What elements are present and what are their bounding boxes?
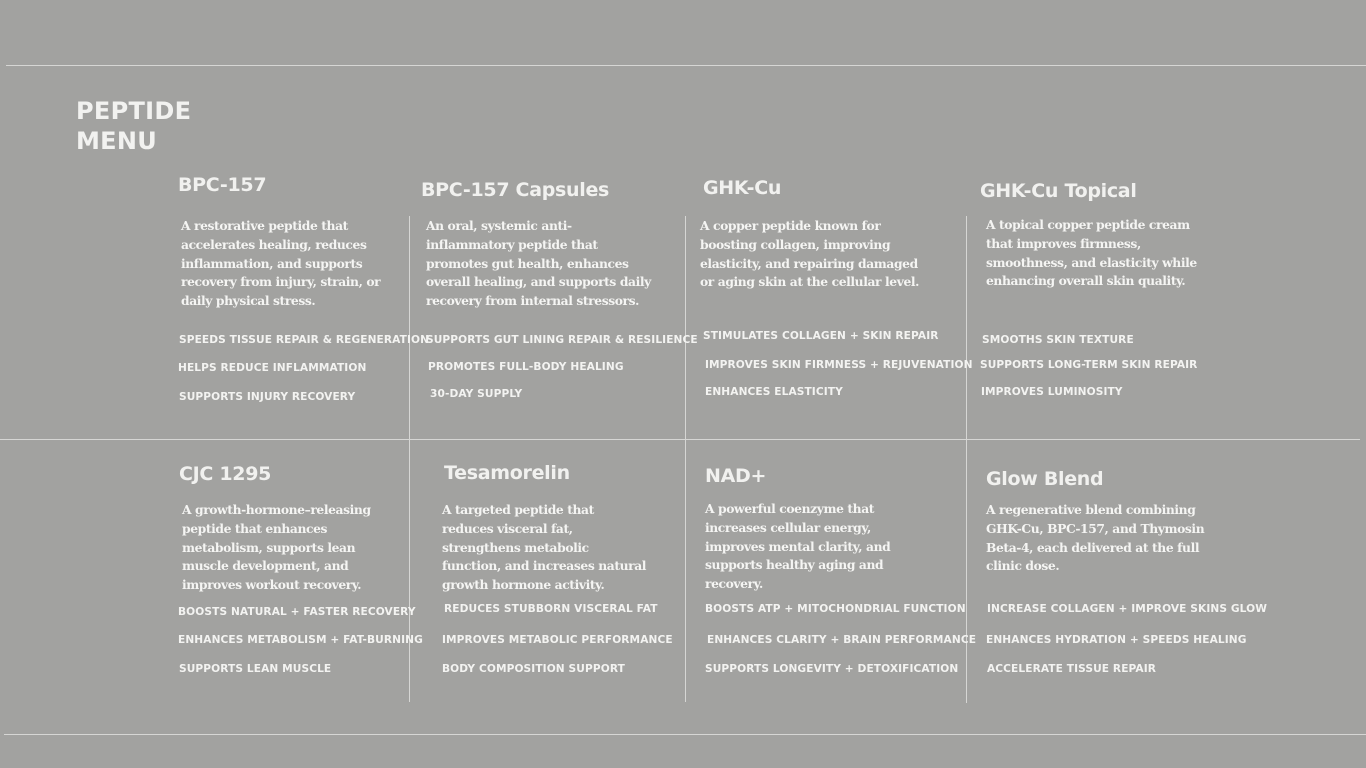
product-description: A topical copper peptide cream that improves firmness, smoothness, and elasticity while enhancing overall skin quality. (986, 217, 1197, 289)
product-description: A growth-hormone–releasing peptide that enhances metabolism, supports lean muscle development, and improves workout recovery. (182, 502, 371, 593)
product-benefit: REDUCES STUBBORN VISCERAL FAT (444, 603, 658, 615)
product-description: A targeted peptide that reduces visceral fat, strengthens metabolic function, and increases natural growth hormone activity. (442, 502, 647, 593)
product-description: A restorative peptide that accelerates healing, reduces inflammation, and supports recovery from injury, strain, or daily physical stress. (181, 218, 381, 309)
product-description: An oral, systemic anti-inflammatory peptide that promotes gut health, enhances overall healing, and supports daily recovery from internal stressors. (426, 218, 651, 309)
product-benefit: SMOOTHS SKIN TEXTURE (982, 334, 1134, 346)
product-name: GHK-Cu Topical (980, 180, 1137, 202)
product-benefit: SUPPORTS LONG-TERM SKIN REPAIR (980, 359, 1198, 371)
product-benefit: SUPPORTS INJURY RECOVERY (179, 391, 356, 403)
product-benefit: ENHANCES HYDRATION + SPEEDS HEALING (986, 634, 1247, 646)
product-description: A regenerative blend combining GHK-Cu, BPC-157, and Thymosin Beta-4, each delivered at the full clinic dose. (986, 502, 1205, 574)
product-benefit: IMPROVES LUMINOSITY (981, 386, 1123, 398)
product-name: NAD+ (705, 465, 767, 487)
product-description: A powerful coenzyme that increases cellular energy, improves mental clarity, and supports healthy aging and recovery. (705, 501, 891, 592)
product-benefit: ENHANCES METABOLISM + FAT-BURNING (178, 634, 423, 646)
column-divider (966, 216, 967, 703)
product-benefit: 30-DAY SUPPLY (430, 388, 523, 400)
product-benefit: BOOSTS ATP + MITOCHONDRIAL FUNCTION (705, 603, 966, 615)
column-divider (409, 216, 410, 702)
product-name: CJC 1295 (179, 463, 272, 485)
product-name: Tesamorelin (444, 462, 570, 484)
product-benefit: INCREASE COLLAGEN + IMPROVE SKINS GLOW (987, 603, 1268, 615)
product-name: BPC-157 Capsules (421, 179, 610, 201)
product-name: Glow Blend (986, 468, 1104, 490)
bottom-divider (4, 734, 1366, 735)
product-benefit: SUPPORTS LEAN MUSCLE (179, 663, 332, 675)
product-benefit: SUPPORTS GUT LINING REPAIR & RESILIENCE (426, 334, 698, 346)
product-benefit: PROMOTES FULL-BODY HEALING (428, 361, 624, 373)
product-benefit: HELPS REDUCE INFLAMMATION (178, 362, 367, 374)
product-benefit: ENHANCES CLARITY + BRAIN PERFORMANCE (707, 634, 977, 646)
middle-divider (0, 439, 1360, 440)
menu-title-line: MENU (76, 127, 158, 155)
product-name: BPC-157 (178, 174, 267, 196)
product-benefit: ENHANCES ELASTICITY (705, 386, 843, 398)
product-benefit: BOOSTS NATURAL + FASTER RECOVERY (178, 606, 416, 618)
menu-title-line: PEPTIDE (76, 97, 192, 125)
product-benefit: ACCELERATE TISSUE REPAIR (987, 663, 1157, 675)
product-benefit: IMPROVES METABOLIC PERFORMANCE (442, 634, 673, 646)
product-benefit: BODY COMPOSITION SUPPORT (442, 663, 625, 675)
product-name: GHK-Cu (703, 177, 782, 199)
product-benefit: SUPPORTS LONGEVITY + DETOXIFICATION (705, 663, 959, 675)
product-benefit: SPEEDS TISSUE REPAIR & REGENERATION (179, 334, 430, 346)
product-benefit: STIMULATES COLLAGEN + SKIN REPAIR (703, 330, 939, 342)
column-divider (685, 216, 686, 702)
product-benefit: IMPROVES SKIN FIRMNESS + REJUVENATION (705, 359, 973, 371)
menu-title (76, 96, 236, 156)
product-description: A copper peptide known for boosting collagen, improving elasticity, and repairing damaged or aging skin at the cellular level. (700, 218, 920, 290)
top-divider (6, 65, 1366, 66)
